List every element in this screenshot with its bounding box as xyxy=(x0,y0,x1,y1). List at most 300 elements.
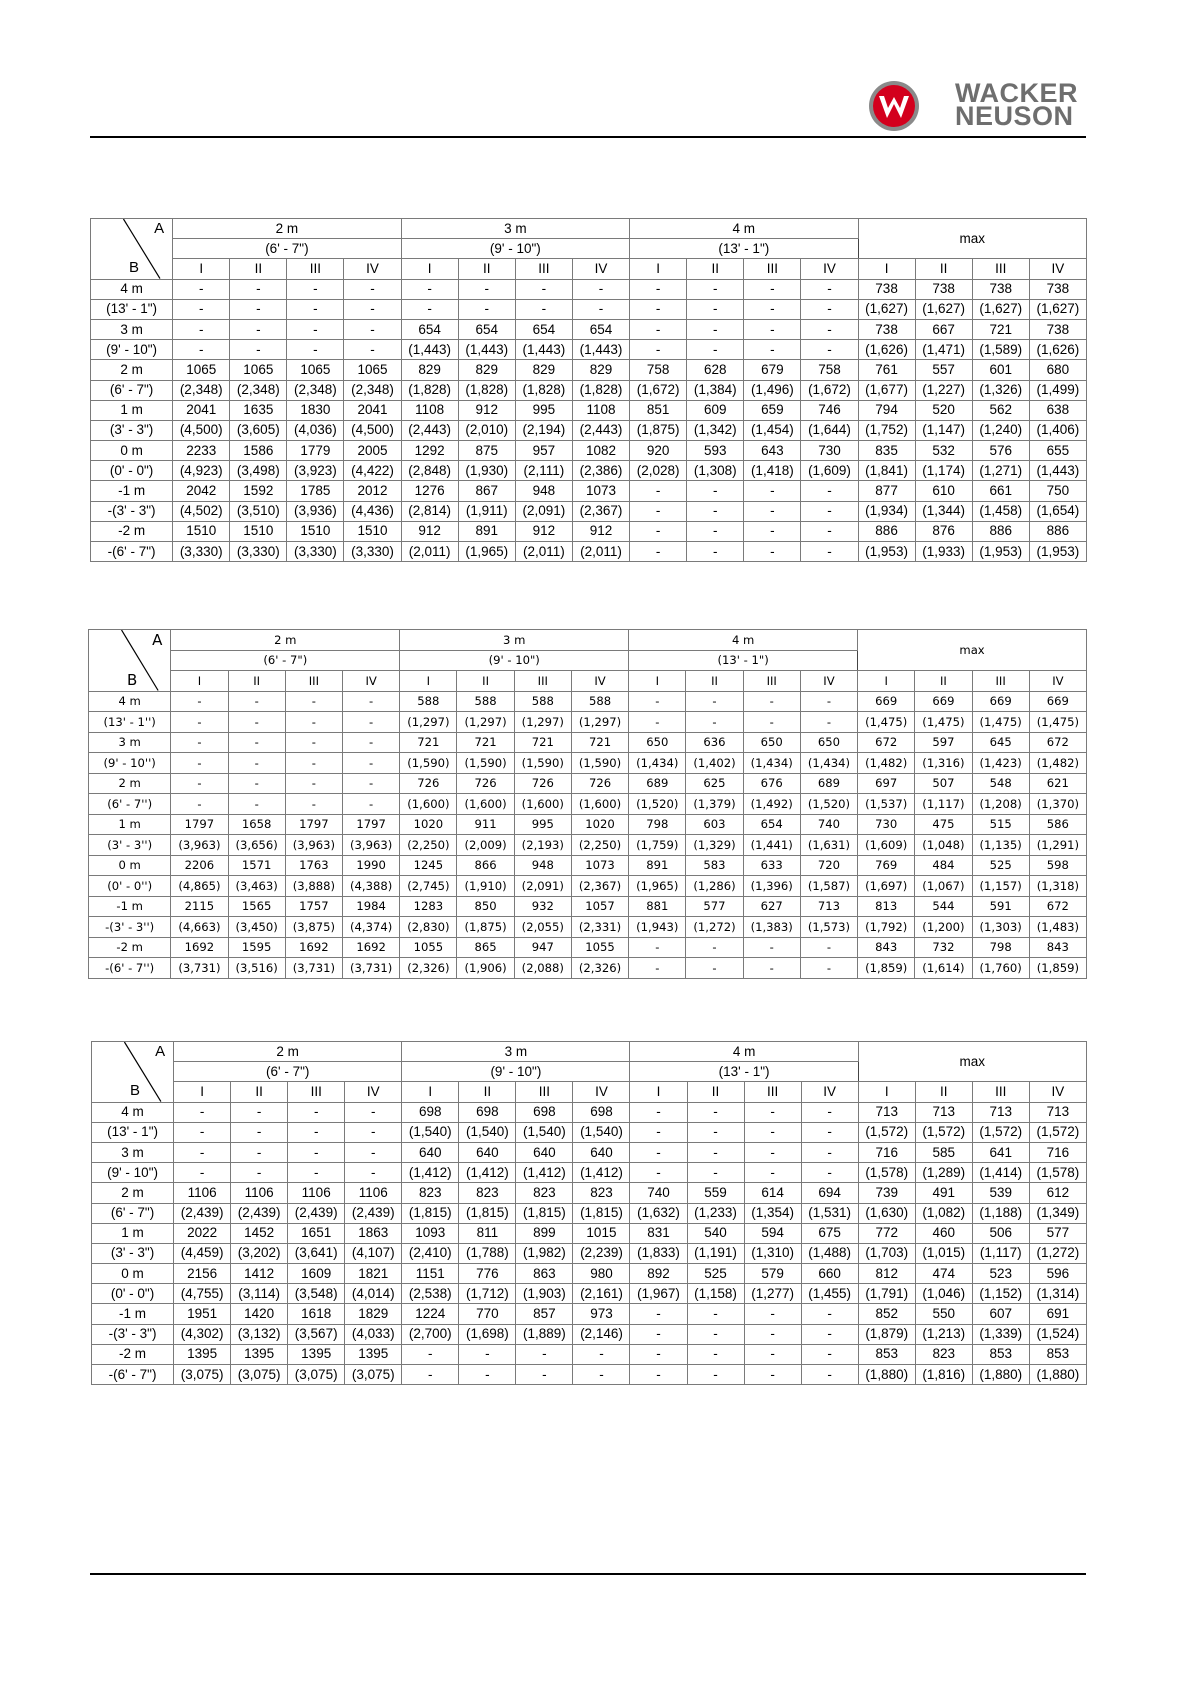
load-value-cell: 738 xyxy=(858,279,915,299)
load-value-cell: - xyxy=(285,794,342,815)
load-value-cell: 948 xyxy=(515,481,572,501)
load-value-cell: 698 xyxy=(516,1102,573,1122)
load-value-cell: 1571 xyxy=(228,855,285,876)
load-value-cell: (1,600) xyxy=(514,794,571,815)
load-value-cell: 676 xyxy=(743,773,800,794)
load-value-cell: 713 xyxy=(972,1102,1029,1122)
load-value-cell: - xyxy=(801,481,858,501)
load-value-cell: - xyxy=(630,1344,687,1364)
load-value-cell: (2,088) xyxy=(514,958,571,979)
load-value-cell: 823 xyxy=(516,1183,573,1203)
load-value-cell: (4,502) xyxy=(173,501,230,521)
load-value-cell: - xyxy=(459,1344,516,1364)
load-value-cell: 899 xyxy=(516,1223,573,1243)
load-value-cell: 1692 xyxy=(342,937,399,958)
load-value-cell: (1,631) xyxy=(800,835,857,856)
load-value-cell: (1,911) xyxy=(458,501,515,521)
load-table-1 xyxy=(90,218,1087,562)
load-value-cell: (1,632) xyxy=(630,1203,687,1223)
table-row xyxy=(91,441,1087,461)
load-value-cell: 912 xyxy=(401,521,458,541)
load-value-cell: (1,953) xyxy=(858,542,915,562)
load-table-3 xyxy=(91,1041,1087,1385)
load-value-cell: (1,412) xyxy=(459,1163,516,1183)
sub-header: III xyxy=(972,259,1029,279)
load-value-cell: (4,755) xyxy=(174,1284,231,1304)
row-label: 1 m xyxy=(91,400,173,420)
load-value-cell: - xyxy=(801,501,858,521)
table-row xyxy=(92,1122,1087,1142)
load-value-cell: 669 xyxy=(915,691,972,712)
load-value-cell: 562 xyxy=(972,400,1029,420)
load-value-cell: 1595 xyxy=(228,937,285,958)
load-value-cell: 813 xyxy=(858,896,915,917)
load-value-cell: 591 xyxy=(972,896,1029,917)
table-row xyxy=(92,1203,1087,1223)
load-value-cell: (1,475) xyxy=(972,712,1029,733)
brand-line-2: NEUSON xyxy=(955,101,1074,131)
load-value-cell: - xyxy=(744,279,801,299)
load-value-cell: (1,441) xyxy=(743,835,800,856)
load-value-cell: - xyxy=(171,691,228,712)
load-value-cell: (1,272) xyxy=(686,917,743,938)
load-value-cell: (1,578) xyxy=(1029,1163,1086,1183)
load-value-cell: - xyxy=(744,1304,801,1324)
table-row xyxy=(91,481,1087,501)
load-value-cell: 738 xyxy=(1029,319,1086,339)
load-value-cell: (2,348) xyxy=(287,380,344,400)
load-value-cell: 669 xyxy=(858,691,915,712)
load-value-cell: 654 xyxy=(572,319,629,339)
row-label: -2 m xyxy=(92,1344,174,1364)
load-value-cell: (1,396) xyxy=(743,876,800,897)
load-value-cell: 672 xyxy=(858,732,915,753)
group-header-metric: 4 m xyxy=(630,1042,858,1062)
load-value-cell: 721 xyxy=(571,732,628,753)
load-value-cell: (1,609) xyxy=(801,461,858,481)
load-value-cell: 698 xyxy=(402,1102,459,1122)
load-value-cell: - xyxy=(231,1163,288,1183)
load-value-cell: (1,152) xyxy=(972,1284,1029,1304)
load-value-cell: - xyxy=(345,1163,402,1183)
sub-header: III xyxy=(516,1082,573,1102)
row-label: 4 m xyxy=(91,279,173,299)
load-value-cell: 588 xyxy=(457,691,514,712)
load-value-cell: - xyxy=(744,1324,801,1344)
load-value-cell: (3,548) xyxy=(288,1284,345,1304)
load-value-cell: (1,289) xyxy=(915,1163,972,1183)
load-value-cell: (1,889) xyxy=(516,1324,573,1344)
load-value-cell: (1,520) xyxy=(629,794,686,815)
sub-header: I xyxy=(401,259,458,279)
group-header-metric: 4 m xyxy=(629,630,858,651)
load-value-cell: - xyxy=(687,340,744,360)
load-value-cell: (3,132) xyxy=(231,1324,288,1344)
load-value-cell: (4,036) xyxy=(287,420,344,440)
row-label: -(6' - 7'') xyxy=(89,958,171,979)
row-label: (9' - 10'') xyxy=(89,753,171,774)
load-value-cell: 1395 xyxy=(288,1344,345,1364)
load-value-cell: 823 xyxy=(459,1183,516,1203)
load-value-cell: (3,498) xyxy=(230,461,287,481)
load-value-cell: 716 xyxy=(858,1142,915,1162)
load-value-cell: 1510 xyxy=(230,521,287,541)
sub-header: I xyxy=(630,259,687,279)
load-value-cell: (4,500) xyxy=(173,420,230,440)
load-value-cell: 886 xyxy=(1029,521,1086,541)
load-value-cell: (4,436) xyxy=(344,501,401,521)
load-value-cell: 1990 xyxy=(342,855,399,876)
load-value-cell: 641 xyxy=(972,1142,1029,1162)
table-row xyxy=(91,461,1087,481)
load-value-cell: - xyxy=(228,794,285,815)
group-header-imperial: (13' - 1") xyxy=(630,239,858,259)
table-row xyxy=(89,917,1087,938)
load-value-cell: - xyxy=(630,542,687,562)
load-value-cell: - xyxy=(171,753,228,774)
row-label: (0' - 0'') xyxy=(89,876,171,897)
load-value-cell: 1065 xyxy=(173,360,230,380)
load-value-cell: 474 xyxy=(915,1264,972,1284)
load-value-cell: - xyxy=(630,299,687,319)
sub-header: III xyxy=(743,671,800,692)
load-value-cell: 772 xyxy=(858,1223,915,1243)
load-value-cell: 598 xyxy=(1029,855,1086,876)
load-value-cell: - xyxy=(344,299,401,319)
row-label: (6' - 7'') xyxy=(89,794,171,815)
load-value-cell: (2,055) xyxy=(514,917,571,938)
load-value-cell: (1,677) xyxy=(858,380,915,400)
load-value-cell: (1,540) xyxy=(402,1122,459,1142)
group-header-imperial: (13' - 1") xyxy=(629,650,858,671)
load-value-cell: 2041 xyxy=(173,400,230,420)
load-value-cell: 1065 xyxy=(344,360,401,380)
sub-header: IV xyxy=(571,671,628,692)
load-value-cell: - xyxy=(174,1142,231,1162)
load-value-cell: 798 xyxy=(629,814,686,835)
load-value-cell: (1,383) xyxy=(743,917,800,938)
load-value-cell: 675 xyxy=(801,1223,858,1243)
load-value-cell: 1395 xyxy=(345,1344,402,1364)
load-value-cell: - xyxy=(629,712,686,733)
load-value-cell: - xyxy=(744,1163,801,1183)
load-value-cell: (1,600) xyxy=(400,794,457,815)
sub-header: III xyxy=(972,671,1029,692)
load-table-2 xyxy=(88,629,1087,979)
max-header: max xyxy=(858,1042,1086,1082)
load-value-cell: 721 xyxy=(400,732,457,753)
load-value-cell: 875 xyxy=(458,441,515,461)
load-value-cell: 865 xyxy=(457,937,514,958)
load-value-cell: - xyxy=(687,319,744,339)
load-value-cell: (2,410) xyxy=(402,1243,459,1263)
sub-header: III xyxy=(287,259,344,279)
load-value-cell: 1151 xyxy=(402,1264,459,1284)
load-value-cell: 593 xyxy=(687,441,744,461)
load-value-cell: (1,117) xyxy=(972,1243,1029,1263)
load-value-cell: (3,731) xyxy=(171,958,228,979)
load-value-cell: - xyxy=(743,712,800,733)
load-value-cell: (1,297) xyxy=(571,712,628,733)
row-label: 4 m xyxy=(89,691,171,712)
load-value-cell: 679 xyxy=(744,360,801,380)
load-value-cell: 831 xyxy=(630,1223,687,1243)
sub-header: II xyxy=(915,671,972,692)
load-value-cell: 911 xyxy=(457,814,514,835)
row-label: 0 m xyxy=(92,1264,174,1284)
load-value-cell: 594 xyxy=(744,1223,801,1243)
row-label: 0 m xyxy=(89,855,171,876)
load-value-cell: (1,572) xyxy=(858,1122,915,1142)
corner-cell xyxy=(92,1042,174,1103)
load-value-cell: 829 xyxy=(401,360,458,380)
table-row xyxy=(89,753,1087,774)
sub-header: IV xyxy=(800,671,857,692)
load-value-cell: 853 xyxy=(972,1344,1029,1364)
load-value-cell: 506 xyxy=(972,1223,1029,1243)
load-value-cell: (1,590) xyxy=(457,753,514,774)
load-value-cell: (1,117) xyxy=(915,794,972,815)
load-value-cell: (1,200) xyxy=(915,917,972,938)
load-value-cell: - xyxy=(515,279,572,299)
load-value-cell: (2,250) xyxy=(571,835,628,856)
load-value-cell: 740 xyxy=(630,1183,687,1203)
load-value-cell: (1,454) xyxy=(744,420,801,440)
load-value-cell: (1,082) xyxy=(915,1203,972,1223)
load-value-cell: 867 xyxy=(458,481,515,501)
row-label: (0' - 0") xyxy=(92,1284,174,1304)
group-header-imperial: (6' - 7") xyxy=(171,650,400,671)
load-value-cell: (1,815) xyxy=(459,1203,516,1223)
load-value-cell: - xyxy=(174,1102,231,1122)
sub-header: IV xyxy=(572,259,629,279)
load-value-cell: 612 xyxy=(1029,1183,1086,1203)
load-value-cell: 1106 xyxy=(288,1183,345,1203)
load-value-cell: (1,458) xyxy=(972,501,1029,521)
load-value-cell: (2,146) xyxy=(573,1324,630,1344)
load-value-cell: - xyxy=(342,732,399,753)
load-value-cell: (1,434) xyxy=(743,753,800,774)
row-label: (3' - 3") xyxy=(91,420,173,440)
load-value-cell: 886 xyxy=(858,521,915,541)
load-value-cell: - xyxy=(629,937,686,958)
load-value-cell: (2,439) xyxy=(174,1203,231,1223)
load-value-cell: - xyxy=(285,753,342,774)
load-value-cell: (1,316) xyxy=(915,753,972,774)
table-row xyxy=(92,1264,1087,1284)
load-value-cell: (1,644) xyxy=(801,420,858,440)
sub-header: IV xyxy=(573,1082,630,1102)
sub-header: II xyxy=(458,259,515,279)
load-value-cell: (2,830) xyxy=(400,917,457,938)
load-value-cell: (1,859) xyxy=(1029,958,1086,979)
load-value-cell: (1,589) xyxy=(972,340,1029,360)
load-value-cell: 947 xyxy=(514,937,571,958)
load-value-cell: 843 xyxy=(858,937,915,958)
row-label: 0 m xyxy=(91,441,173,461)
table-row xyxy=(92,1284,1087,1304)
load-value-cell: 610 xyxy=(915,481,972,501)
table-row xyxy=(91,542,1087,562)
load-value-cell: (1,614) xyxy=(915,958,972,979)
load-value-cell: 667 xyxy=(915,319,972,339)
load-value-cell: - xyxy=(573,1344,630,1364)
load-value-cell: 507 xyxy=(915,773,972,794)
sub-header: I xyxy=(174,1082,231,1102)
load-value-cell: 672 xyxy=(1029,732,1086,753)
load-value-cell: 1797 xyxy=(171,814,228,835)
load-value-cell: - xyxy=(800,937,857,958)
load-value-cell: (1,412) xyxy=(516,1163,573,1183)
load-value-cell: (1,015) xyxy=(915,1243,972,1263)
load-value-cell: (2,011) xyxy=(401,542,458,562)
table-row xyxy=(91,420,1087,440)
load-value-cell: 640 xyxy=(516,1142,573,1162)
load-value-cell: 1609 xyxy=(288,1264,345,1284)
load-value-cell: (2,111) xyxy=(515,461,572,481)
load-value-cell: (3,516) xyxy=(228,958,285,979)
load-value-cell: - xyxy=(230,319,287,339)
load-value-cell: - xyxy=(173,279,230,299)
load-value-cell: 713 xyxy=(915,1102,972,1122)
load-value-cell: (1,627) xyxy=(915,299,972,319)
load-value-cell: 650 xyxy=(743,732,800,753)
load-value-cell: (1,402) xyxy=(686,753,743,774)
load-value-cell: 794 xyxy=(858,400,915,420)
sub-header: III xyxy=(972,1082,1029,1102)
load-value-cell: 1830 xyxy=(287,400,344,420)
load-value-cell: - xyxy=(687,1142,744,1162)
load-value-cell: (1,600) xyxy=(571,794,628,815)
sub-header: III xyxy=(288,1082,345,1102)
load-value-cell: 739 xyxy=(858,1183,915,1203)
load-value-cell: 585 xyxy=(915,1142,972,1162)
load-value-cell: (2,348) xyxy=(173,380,230,400)
sub-header: I xyxy=(858,1082,915,1102)
load-value-cell: - xyxy=(801,340,858,360)
load-value-cell: (1,953) xyxy=(972,542,1029,562)
load-value-cell: (1,697) xyxy=(858,876,915,897)
load-value-cell: (1,859) xyxy=(858,958,915,979)
load-value-cell: 912 xyxy=(572,521,629,541)
table-row xyxy=(92,1365,1087,1385)
load-value-cell: 720 xyxy=(800,855,857,876)
sub-header: IV xyxy=(801,259,858,279)
row-label: (0' - 0") xyxy=(91,461,173,481)
load-value-cell: (1,965) xyxy=(629,876,686,897)
load-value-cell: 2233 xyxy=(173,441,230,461)
sub-header: I xyxy=(858,259,915,279)
load-value-cell: - xyxy=(345,1122,402,1142)
row-label: -1 m xyxy=(92,1304,174,1324)
load-value-cell: - xyxy=(228,712,285,733)
table-row xyxy=(92,1102,1087,1122)
load-value-cell: (1,672) xyxy=(801,380,858,400)
load-value-cell: (1,953) xyxy=(1029,542,1086,562)
load-value-cell: 857 xyxy=(516,1304,573,1324)
load-value-cell: - xyxy=(288,1122,345,1142)
row-label: (6' - 7") xyxy=(92,1203,174,1223)
load-value-cell: (1,370) xyxy=(1029,794,1086,815)
load-value-cell: (4,107) xyxy=(345,1243,402,1263)
load-value-cell: 525 xyxy=(687,1264,744,1284)
load-value-cell: 669 xyxy=(1029,691,1086,712)
load-value-cell: 758 xyxy=(630,360,687,380)
load-value-cell: 948 xyxy=(514,855,571,876)
load-value-cell: - xyxy=(743,937,800,958)
load-value-cell: 973 xyxy=(573,1304,630,1324)
sub-header: II xyxy=(915,259,972,279)
load-value-cell: - xyxy=(231,1122,288,1142)
load-value-cell: (4,033) xyxy=(345,1324,402,1344)
load-value-cell: (3,075) xyxy=(288,1365,345,1385)
load-value-cell: (1,828) xyxy=(401,380,458,400)
load-value-cell: 835 xyxy=(858,441,915,461)
load-value-cell: 1082 xyxy=(572,441,629,461)
load-value-cell: - xyxy=(342,712,399,733)
corner-label-b: B xyxy=(130,1081,141,1099)
load-value-cell: (2,011) xyxy=(515,542,572,562)
load-value-cell: 932 xyxy=(514,896,571,917)
load-value-cell: (1,626) xyxy=(858,340,915,360)
load-value-cell: (1,443) xyxy=(401,340,458,360)
load-value-cell: (1,965) xyxy=(458,542,515,562)
row-label: 3 m xyxy=(92,1142,174,1162)
table-row xyxy=(89,876,1087,897)
table-row xyxy=(89,732,1087,753)
table-row xyxy=(92,1243,1087,1263)
row-label: -(6' - 7") xyxy=(92,1365,174,1385)
load-value-cell: - xyxy=(344,319,401,339)
load-value-cell: - xyxy=(342,794,399,815)
load-value-cell: 1510 xyxy=(344,521,401,541)
load-value-cell: - xyxy=(743,691,800,712)
row-label: (9' - 10") xyxy=(92,1163,174,1183)
load-value-cell: - xyxy=(686,937,743,958)
row-label: 3 m xyxy=(89,732,171,753)
load-value-cell: 876 xyxy=(915,521,972,541)
load-value-cell: (1,833) xyxy=(630,1243,687,1263)
load-value-cell: (1,578) xyxy=(858,1163,915,1183)
header-rule xyxy=(90,136,1086,138)
load-value-cell: (1,379) xyxy=(686,794,743,815)
load-value-cell: - xyxy=(228,753,285,774)
sub-header: I xyxy=(630,1082,687,1102)
load-value-cell: (1,903) xyxy=(516,1284,573,1304)
table-row xyxy=(89,691,1087,712)
load-value-cell: 661 xyxy=(972,481,1029,501)
load-value-cell: 853 xyxy=(1029,1344,1086,1364)
load-value-cell: (1,412) xyxy=(402,1163,459,1183)
load-value-cell: 1565 xyxy=(228,896,285,917)
load-value-cell: (2,091) xyxy=(515,501,572,521)
load-value-cell: (1,240) xyxy=(972,420,1029,440)
load-value-cell: 577 xyxy=(1029,1223,1086,1243)
load-value-cell: (1,272) xyxy=(1029,1243,1086,1263)
sub-header: I xyxy=(173,259,230,279)
load-value-cell: - xyxy=(342,691,399,712)
load-value-cell: - xyxy=(687,279,744,299)
load-value-cell: - xyxy=(630,1142,687,1162)
group-header-metric: 3 m xyxy=(402,1042,630,1062)
load-value-cell: 920 xyxy=(630,441,687,461)
load-value-cell: - xyxy=(230,299,287,319)
max-header: max xyxy=(858,630,1087,671)
load-value-cell: 1821 xyxy=(345,1264,402,1284)
load-value-cell: (3,510) xyxy=(230,501,287,521)
load-value-cell: - xyxy=(344,279,401,299)
sub-header: II xyxy=(459,1082,516,1102)
